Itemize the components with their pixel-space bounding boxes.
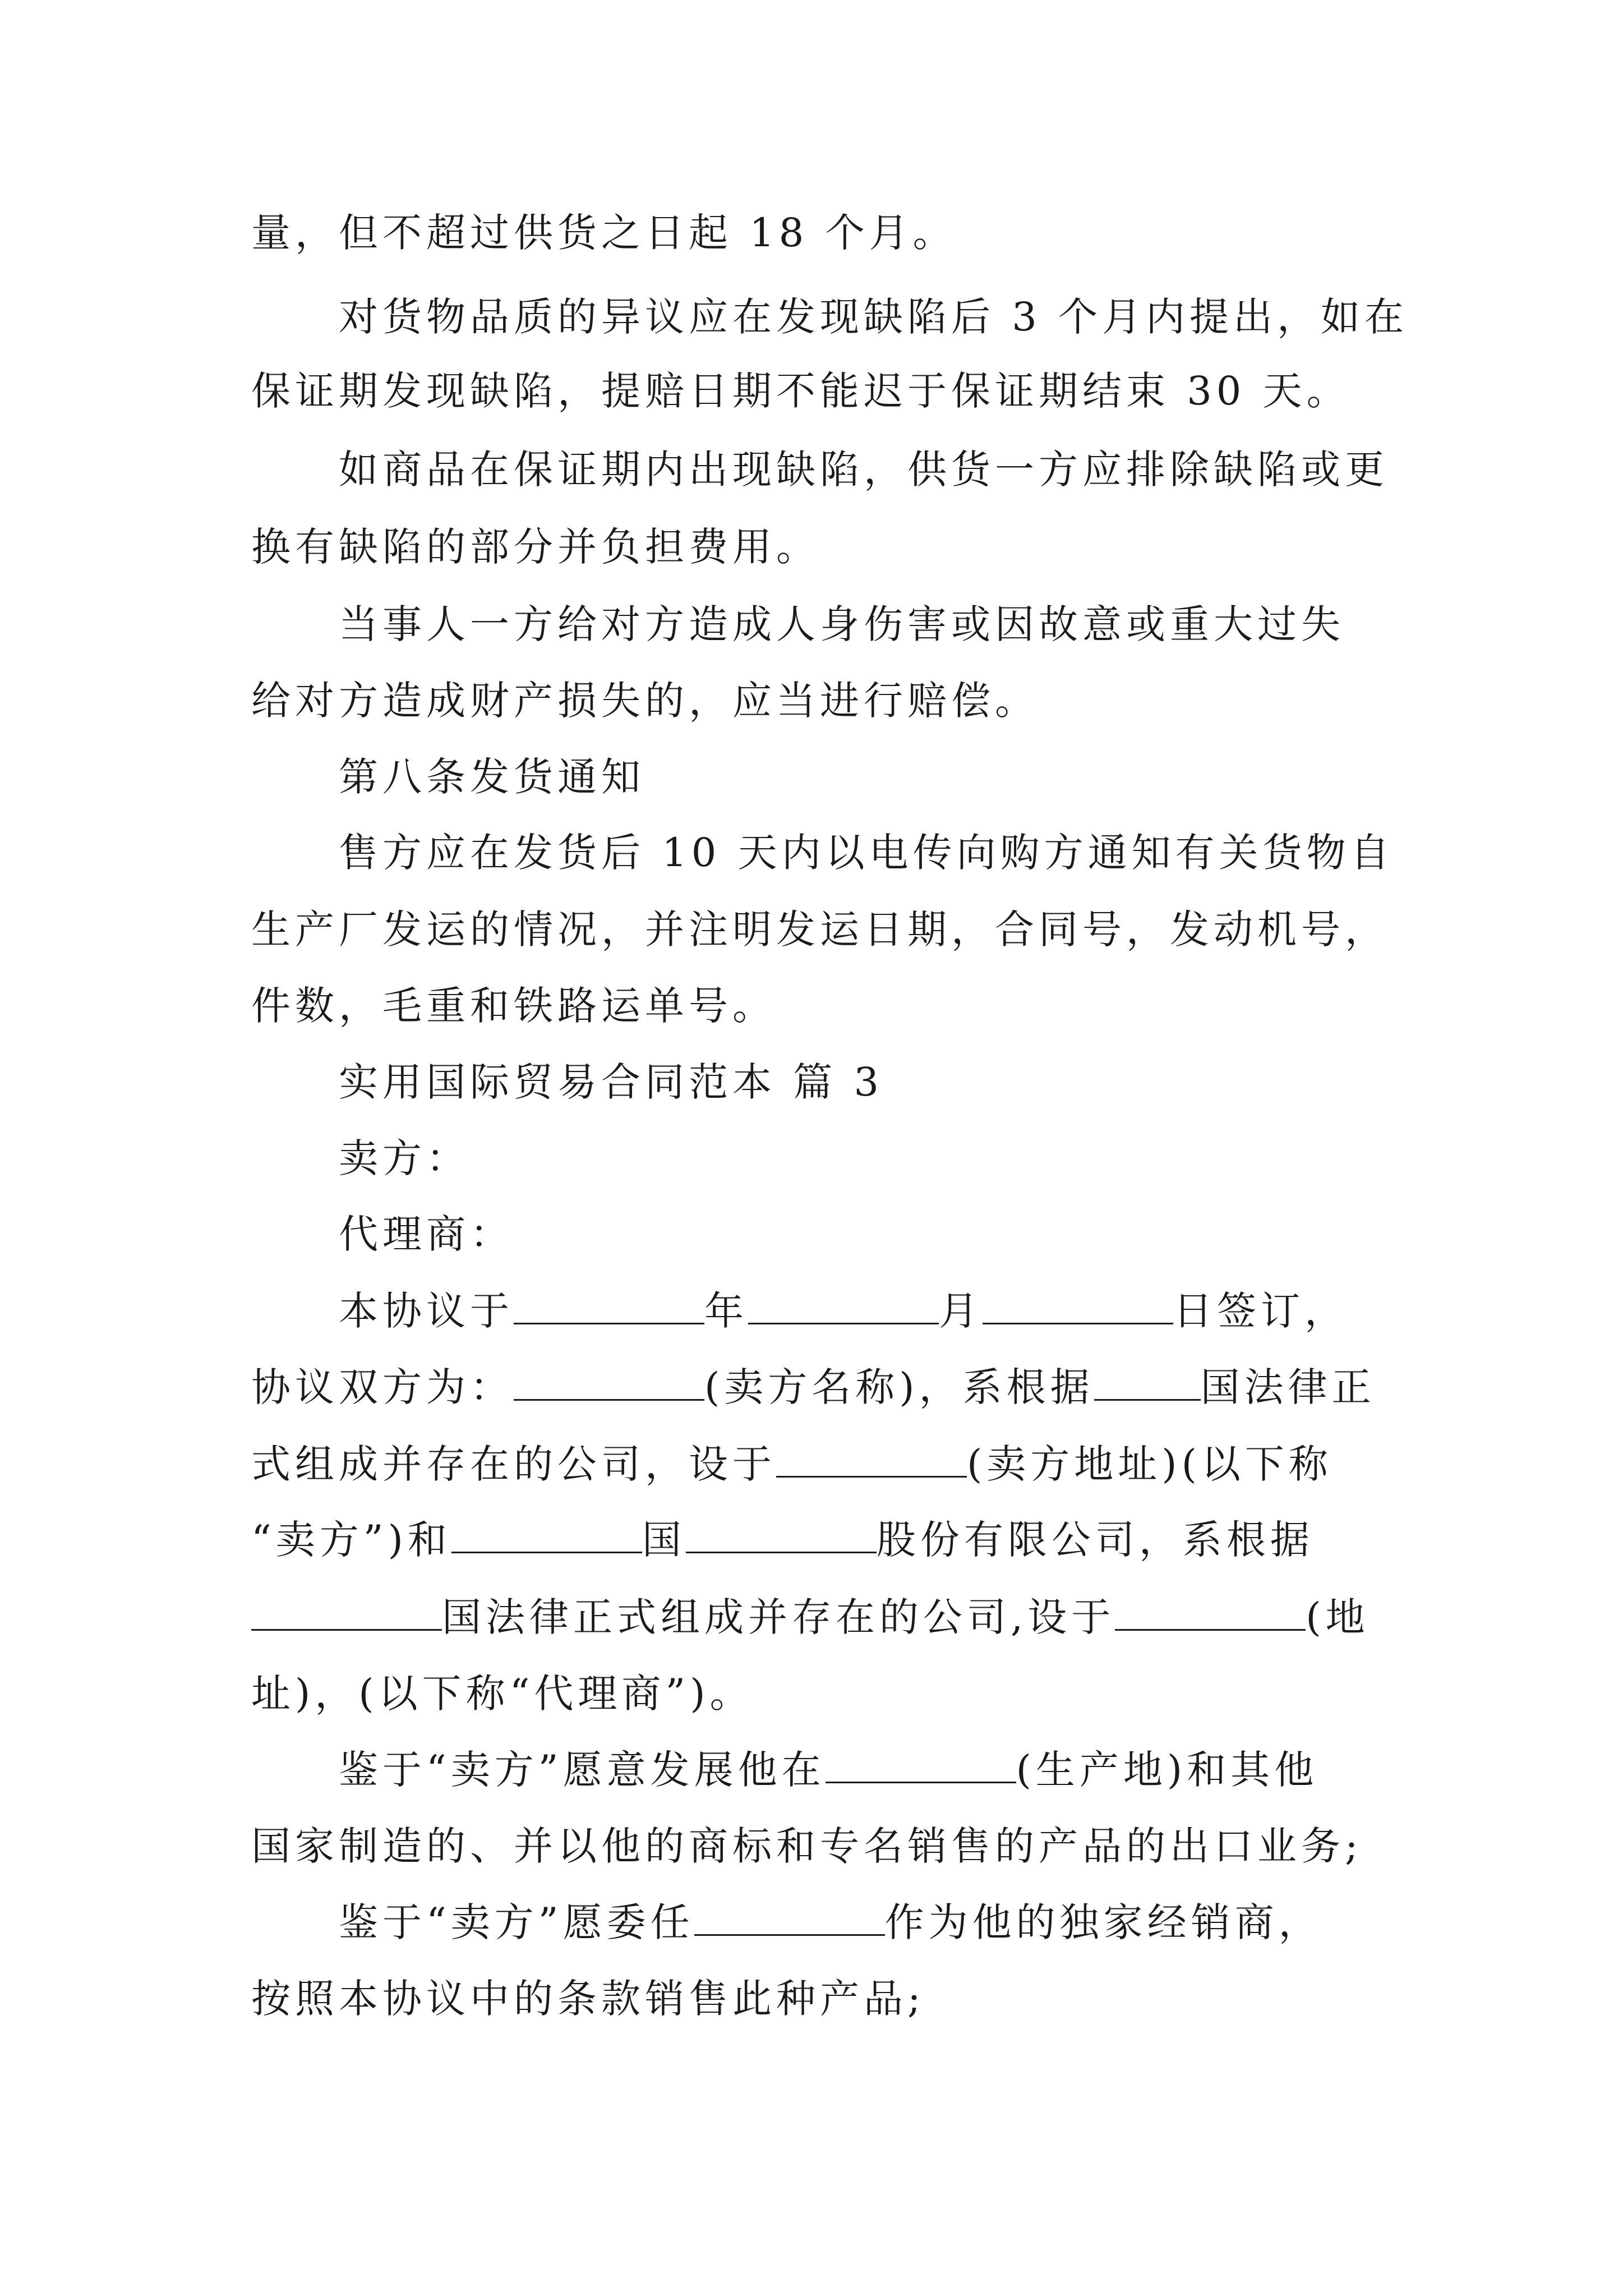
seller-label: 卖方： [339,1135,470,1181]
blank-field-month [748,1288,939,1324]
text-segment: 国 [642,1517,686,1563]
text-segment: 式组成并存在的公司，设于 [251,1441,776,1487]
blank-field-agent-address [1115,1594,1306,1631]
blank-field-agent-company [686,1517,877,1553]
whereas-clause-2 [339,1897,1322,1948]
text-segment: 国法律正 [1200,1364,1376,1410]
text-line-agent-address: 址)，(以下称“代理商”)。 [251,1671,754,1717]
text-line-3: 保证期发现缺陷，提赔日期不能迟于保证期结束 30 天。 [251,368,1350,414]
agent-company-line [251,1515,1314,1565]
text-line-1: 量，但不超过供货之日起 18 个月。 [251,210,957,256]
text-line-10: 生产厂发运的情况，并注明发运日期，合同号，发动机号， [251,907,1389,953]
agreement-date-line [339,1286,1348,1336]
blank-field-agent-law-country [251,1594,442,1631]
blank-field-seller-name [514,1364,704,1401]
blank-field-year [514,1288,704,1324]
text-segment: 协议双方为： [251,1364,514,1410]
text-line-4: 如商品在保证期内出现缺陷，供货一方应排除缺陷或更 [339,447,1389,493]
text-line-6: 当事人一方给对方造成人身伤害或因故意或重大过失 [339,601,1345,647]
text-segment: 作为他的独家经销商， [884,1899,1322,1945]
text-segment: 日签订， [1173,1288,1348,1334]
text-segment: 鉴于“卖方”愿意发展他在 [339,1747,826,1793]
text-line-11: 件数，毛重和铁路运单号。 [251,983,776,1029]
text-segment: 年 [704,1288,748,1334]
blank-field-country [1094,1364,1201,1401]
text-segment: 月 [939,1288,983,1334]
blank-field-agent-country [451,1517,642,1553]
parties-line [251,1362,1376,1412]
section-heading-article-8: 第八条发货通知 [339,754,645,800]
text-line-whereas-1-cont: 国家制造的、并以他的商标和专名销售的产品的出口业务; [251,1823,1363,1869]
text-segment: 鉴于“卖方”愿委任 [339,1899,694,1945]
seller-address-line [251,1439,1332,1489]
blank-field-day [983,1288,1173,1324]
text-segment: (卖方地址)(以下称 [967,1441,1332,1487]
blank-field-distributor [694,1899,885,1936]
blank-field-seller-address [776,1441,967,1478]
text-segment: 国法律正式组成并存在的公司,设于 [442,1594,1115,1640]
text-line-whereas-2-cont: 按照本协议中的条款销售此种产品; [251,1976,925,2022]
text-segment: 股份有限公司，系根据 [876,1517,1314,1563]
text-line-2: 对货物品质的异议应在发现缺陷后 3 个月内提出，如在 [339,294,1409,340]
text-segment: 本协议于 [339,1288,514,1334]
text-segment: (卖方名称)，系根据 [704,1364,1094,1410]
agent-law-line [251,1592,1370,1642]
agent-label: 代理商： [339,1211,514,1257]
whereas-clause-1 [339,1745,1318,1795]
text-segment: (地 [1306,1594,1370,1640]
text-line-9: 售方应在发货后 10 天内以电传向购方通知有关货物自 [339,830,1394,876]
text-segment: “卖方”)和 [251,1517,451,1563]
text-line-5: 换有缺陷的部分并负担费用。 [251,524,820,570]
text-line-7: 给对方造成财产损失的，应当进行赔偿。 [251,678,1039,724]
blank-field-production-place [826,1747,1016,1783]
text-segment: (生产地)和其他 [1016,1747,1318,1793]
document-title-part-3: 实用国际贸易合同范本 篇 3 [339,1059,884,1105]
